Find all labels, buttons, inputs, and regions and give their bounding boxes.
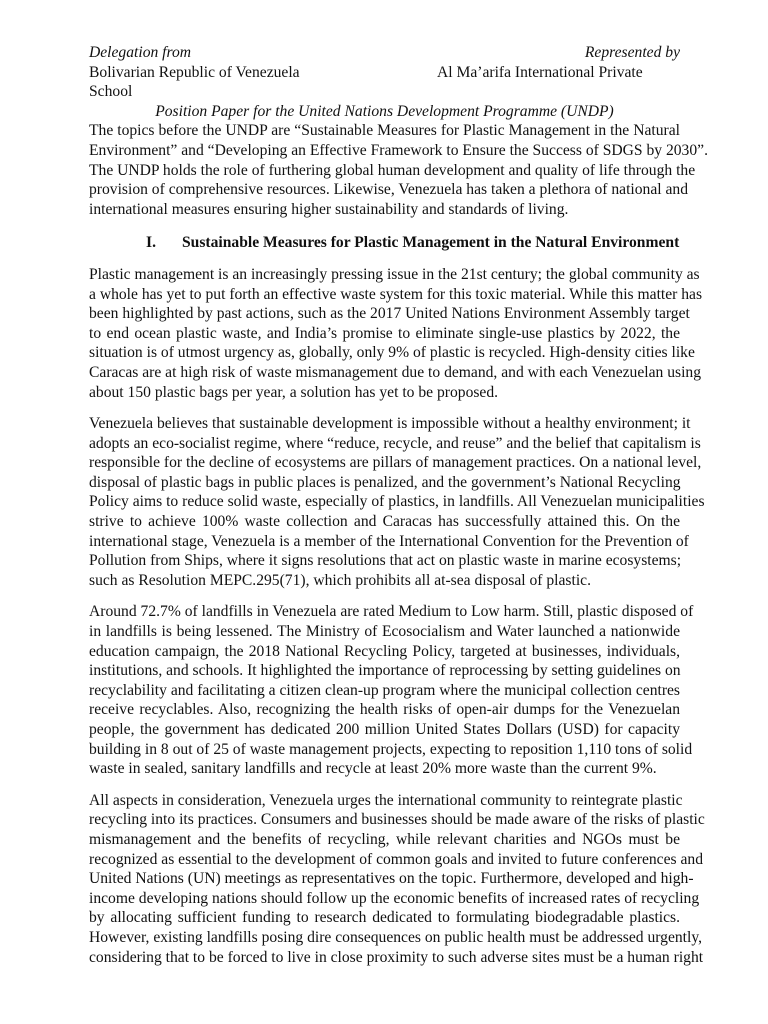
section-heading <box>89 233 680 253</box>
text-line: been highlighted by past actions, such as the 2017 United Nations Environment Assembly target <box>89 305 690 323</box>
text-line: All aspects in consideration, Venezuela urges the international community to reintegrate plastic <box>89 791 683 809</box>
text-line: The topics before the UNDP are “Sustainable Measures for Plastic Management in the Natural <box>89 122 680 140</box>
text-line: about 150 plastic bags per year, a solution has yet to be proposed. <box>89 383 499 401</box>
text-line: situation is of utmost urgency as, globally, only 9% of plastic is recycled. High-density cities like <box>89 344 695 362</box>
body-paragraph <box>89 791 705 967</box>
text-line: provision of comprehensive resources. Likewise, Venezuela has taken a plethora of national and <box>89 181 688 199</box>
represented-label: Represented by <box>584 44 680 61</box>
body-paragraph <box>89 602 694 778</box>
section-title: Sustainable Measures for Plastic Management in the Natural Environment <box>182 234 680 252</box>
school-name-continued: School <box>89 83 133 101</box>
document-page <box>89 43 708 967</box>
text-line: Environment” and “Developing an Effective Framework to Ensure the Success of SDGS by 2030”. <box>89 141 708 159</box>
text-line: recycling into its practices. Consumers and businesses should be made aware of the risks of plastic <box>89 811 705 829</box>
document-header <box>89 43 680 121</box>
text-line: Policy aims to reduce solid waste, especially of plastics, in landfills. All Venezuelan municipalities <box>89 493 705 511</box>
text-line: strive to achieve 100% waste collection and Caracas has successfully attained this. On the <box>89 513 680 531</box>
text-line: in landfills is being lessened. The Ministry of Ecosocialism and Water launched a nationwide <box>89 623 680 641</box>
intro-paragraph <box>89 121 708 219</box>
text-line: Pollution from Ships, where it signs resolutions that act on plastic waste in marine ecosystems; <box>89 552 682 570</box>
text-line: receive recyclables. Also, recognizing the health risks of open-air dumps for the Venezuelan <box>89 701 680 719</box>
text-line: institutions, and schools. It highlighted the importance of reprocessing by setting guidelines on <box>89 662 681 680</box>
text-line: Around 72.7% of landfills in Venezuela are rated Medium to Low harm. Still, plastic disposed of <box>89 603 694 621</box>
text-line: Caracas are at high risk of waste mismanagement due to demand, and with each Venezuelan using <box>89 363 701 381</box>
text-line: mismanagement and the benefits of recycling, while relevant charities and NGOs must be <box>89 830 680 848</box>
text-line: responsible for the decline of ecosystems are pillars of management practices. On a national level, <box>89 454 702 472</box>
text-line: by allocating sufficient funding to research dedicated to formulating biodegradable plastics. <box>89 909 680 927</box>
body-paragraph <box>89 265 703 402</box>
text-line: Plastic management is an increasingly pressing issue in the 21st century; the global community as <box>89 265 700 283</box>
text-line: education campaign, the 2018 National Recycling Policy, targeted at businesses, individuals, <box>89 642 680 660</box>
text-line: international stage, Venezuela is a member of the International Convention for the Prevention of <box>89 532 689 550</box>
text-line: adopts an eco-socialist regime, where “reduce, recycle, and reuse” and the belief that capitalism is <box>89 434 701 452</box>
text-line: disposal of plastic bags in public places is penalized, and the government’s National Recycling <box>89 473 681 491</box>
text-line: The UNDP holds the role of furthering global human development and quality of life through the <box>89 161 696 179</box>
text-line: international measures ensuring higher sustainability and standards of living. <box>89 200 569 218</box>
text-line: However, existing landfills posing dire consequences on public health must be addressed urgently, <box>89 928 703 946</box>
text-line: recyclability and facilitating a citizen clean-up program where the municipal collection centres <box>89 681 681 699</box>
text-line: waste in sealed, sanitary landfills and recycle at least 20% more waste than the current 9%. <box>89 760 657 778</box>
text-line: people, the government has dedicated 200 million United States Dollars (USD) for capacity <box>89 721 680 738</box>
text-line: considering that to be forced to live in close proximity to such adverse sites must be a human right <box>89 948 704 966</box>
text-line: to end ocean plastic waste, and India’s promise to eliminate single-use plastics by 2022, the <box>89 324 680 342</box>
body-paragraph <box>89 414 705 590</box>
school-name: Al Ma’arifa International Private <box>437 63 643 81</box>
section-number: I. <box>146 234 156 252</box>
text-line: building in 8 out of 25 of waste management projects, expecting to reposition 1,110 tons of solid <box>89 740 693 758</box>
text-line: income developing nations should follow up the economic benefits of increased rates of recycling <box>89 889 700 907</box>
text-line: Venezuela believes that sustainable development is impossible without a healthy environment; it <box>89 415 691 433</box>
paper-title: Position Paper for the United Nations Development Programme (UNDP) <box>155 102 614 120</box>
text-line: United Nations (UN) meetings as representatives on the topic. Furthermore, developed and high- <box>89 870 694 888</box>
text-line: a whole has yet to put forth an effective waste system for this toxic material. While this matter has <box>89 285 703 303</box>
delegation-label: Delegation from <box>89 44 192 61</box>
text-line: recognized as essential to the development of common goals and invited to future conferences and <box>89 850 704 868</box>
country-name: Bolivarian Republic of Venezuela <box>89 63 300 81</box>
text-line: such as Resolution MEPC.295(71), which prohibits all at-sea disposal of plastic. <box>89 571 591 589</box>
